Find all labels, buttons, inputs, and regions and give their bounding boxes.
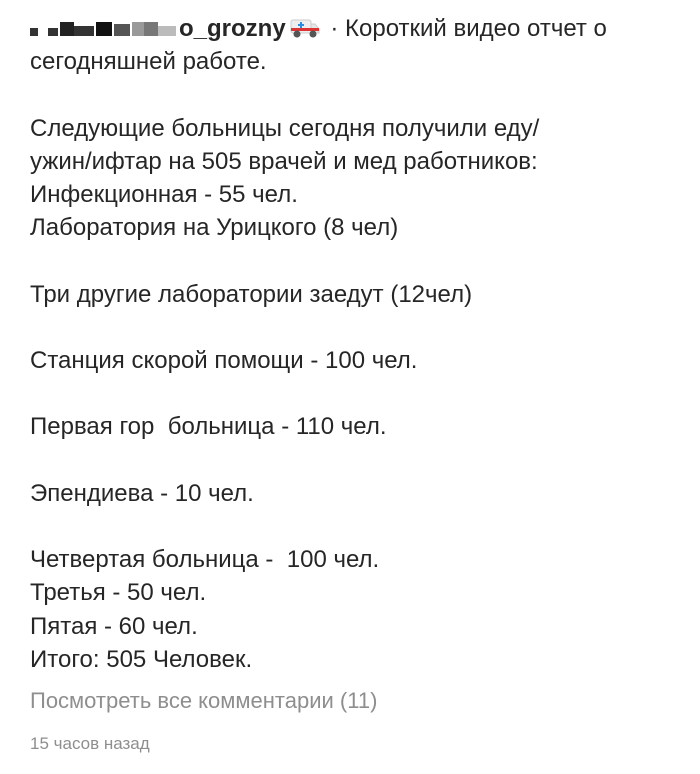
caption-line: Итого: 505 Человек. — [30, 645, 253, 673]
caption-line: Следующие больницы сегодня получили еду/ — [30, 114, 540, 142]
username-text: o_grozny — [179, 15, 286, 42]
caption-line: Короткий видео отчет о — [345, 15, 607, 42]
post-caption — [30, 12, 680, 676]
username-link[interactable] — [30, 15, 286, 42]
caption-text — [30, 12, 680, 676]
caption-line: Инфекционная - 55 чел. — [30, 181, 298, 209]
view-all-comments-link[interactable]: Посмотреть все комментарии (11) — [30, 688, 378, 713]
caption-line: Станция скорой помощи - 100 чел. — [30, 347, 418, 375]
caption-line: Первая гор больница - 110 чел. — [30, 413, 387, 441]
caption-line: Лаборатория на Урицкого (8 чел) — [30, 214, 399, 242]
post-timestamp: 15 часов назад — [30, 734, 150, 753]
caption-line: Эпендиева - 10 чел. — [30, 479, 254, 507]
ambulance-icon — [290, 17, 320, 39]
caption-line: Третья - 50 чел. — [30, 579, 207, 607]
caption-line: Четвертая больница - 100 чел. — [30, 546, 380, 574]
pixelated-username-prefix — [30, 24, 178, 36]
caption-line: Три другие лаборатории заедут (12чел) — [30, 280, 473, 308]
caption-line: ужин/ифтар на 505 врачей и мед работников: — [30, 147, 538, 175]
caption-line: Пятая - 60 чел. — [30, 612, 198, 640]
caption-line: сегодняшней работе. — [30, 48, 267, 76]
separator: · — [323, 15, 346, 42]
